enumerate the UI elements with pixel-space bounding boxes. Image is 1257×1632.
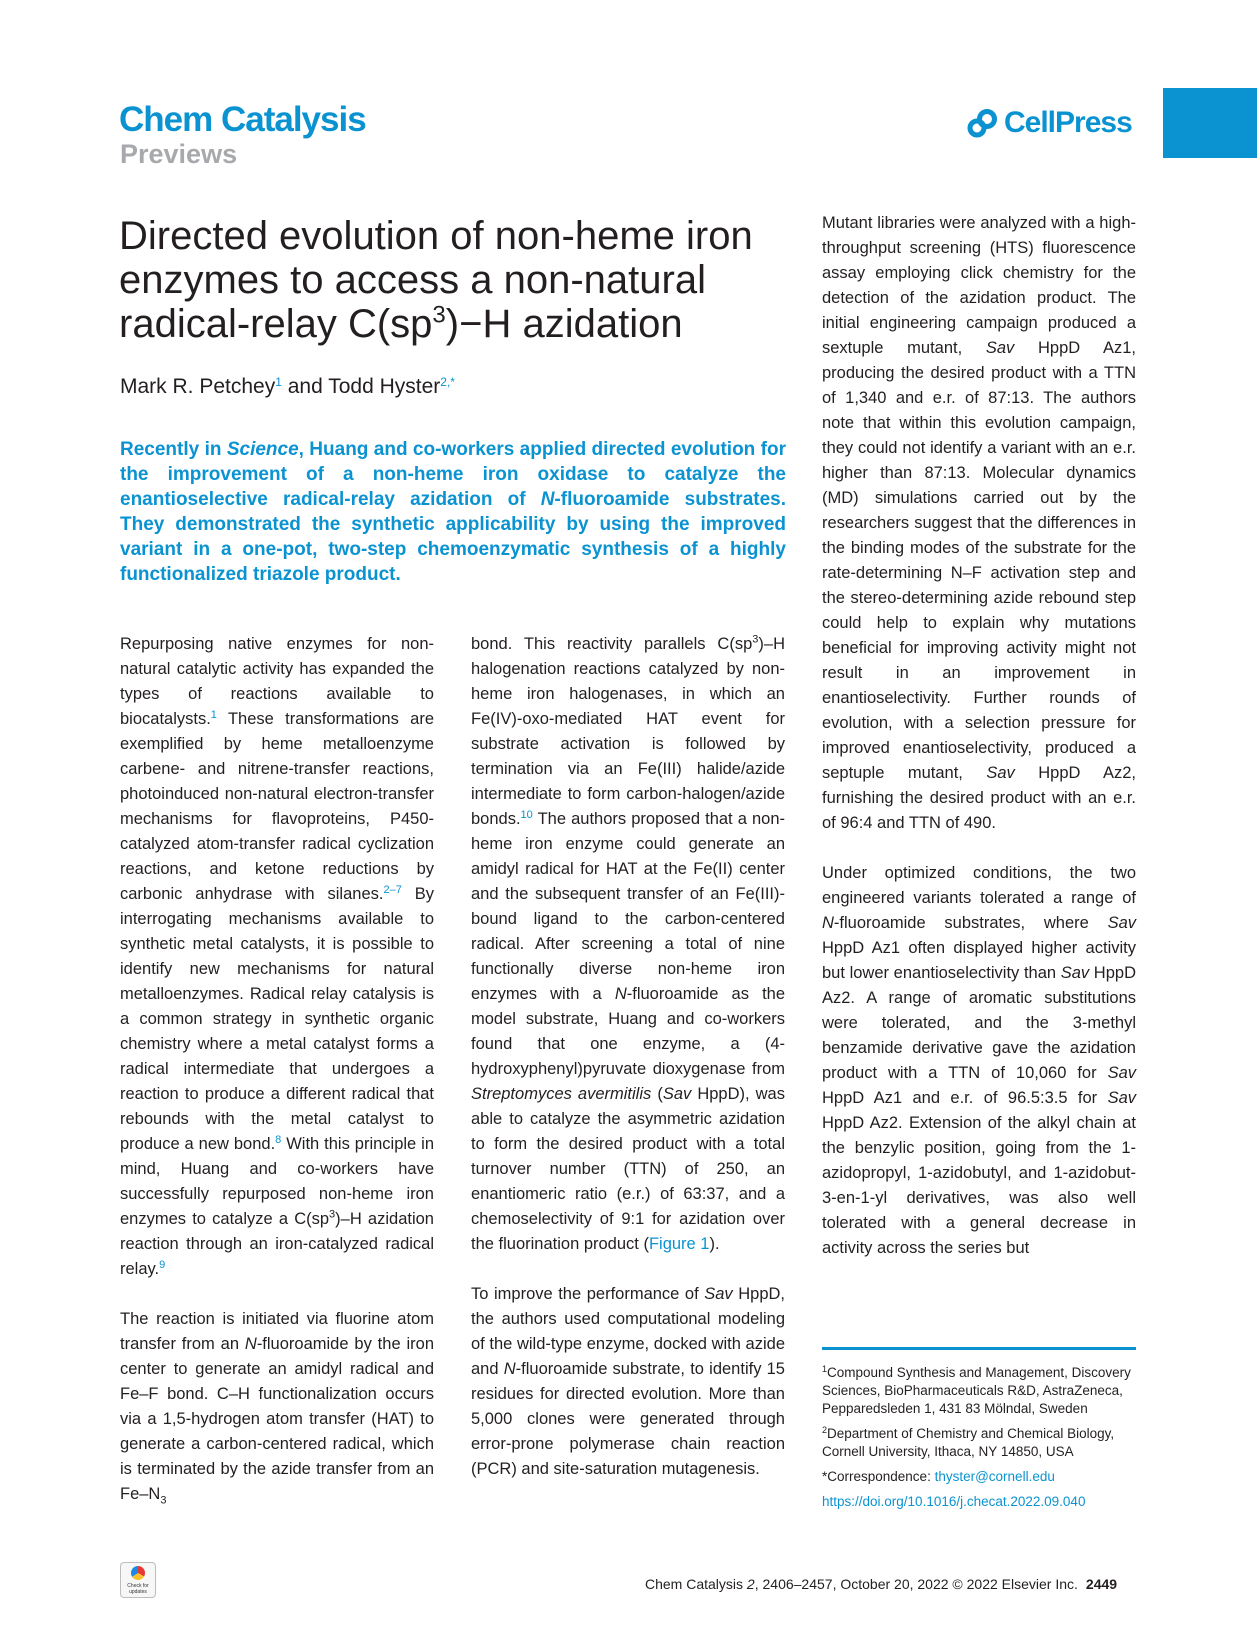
body-column-3 [822, 211, 1136, 1286]
paragraph: The reaction is initiated via fluorine atom transfer from an N-fluoroamide by the iron center to generate an amidyl radical and Fe–F bond. C–H functionalization occurs via a 1,5-hydrogen atom transfer (HAT) to generate a carbon-centered radical, which is terminated by the azide transfer from an $Fe-N_3$ [120, 1310, 434, 1507]
author-name: Todd Hyster [328, 375, 441, 398]
paragraph: To improve the performance of Sav HppD, the authors used computational modeling of the wild-type enzyme, docked with azide and N-fluoroamide substrate, to identify 15 residues for directed evolution. More than 5,000 clones were generated through error-prone polymerase chain reaction (PCR) and site-saturation mutagenesis. [471, 1285, 785, 1478]
paragraph: bond. This reactivity parallels $C(sp^3)-H$ halogenation reactions catalyzed by non-heme iron halogenases, in which an Fe(IV)-oxo-mediated HAT event for substrate activation is followed by termination via an Fe(III) halide/azide intermediate to form carbon-halogen/azide bonds.$^{10}$ The authors proposed that a non-heme iron enzyme could generate an amidyl radical for HAT at the Fe(II) center and the subsequent transfer of an Fe(III)-bound ligand to the carbon-centered radical. After screening a total of nine functionally diverse non-heme iron enzymes with a N-fluoroamide as the model substrate, Huang and co-workers found that one enzyme, a (4-hydroxyphenyl)pyruvate dioxygenase from Streptomyces avermitilis (Sav HppD), was able to catalyze the asymmetric azidation to form the desired product with a total turnover number (TTN) of 250, an enantiomeric ratio (e.r.) of 63:37, and a chemoselectivity of 9:1 for azidation over the fluorination product (Figure 1). [471, 633, 786, 1253]
paragraph: Mutant libraries were analyzed with a high-throughput screening (HTS) fluorescence assay employing click chemistry for the detection of the azidation product. The initial engineering campaign produced a sextuple mutant, Sav HppD Az1, producing the desired product with a TTN of 1,340 and e.r. of 87:13. The authors note that within this evolution campaign, they could not identify a variant with an e.r. higher than 87:13. Molecular dynamics (MD) simulations carried out by the researchers suggest that the differences in the binding modes of the substrate for the rate-determining N–F activation step and the stereo-determining azide rebound step could help to explain why mutations beneficial for improving activity might not result in an improvement in enantioselectivity. Further rounds of evolution, with a selection pressure for improved enantioselectivity, produced a septuple mutant, Sav HppD Az2, furnishing the desired product with an e.r. of 96:4 and TTN of 490. [822, 214, 1136, 832]
section-label: Previews [120, 139, 238, 169]
citation-link[interactable]: 8 [275, 1134, 282, 1146]
author-name: Mark R. Petchey [120, 375, 276, 398]
figure-link[interactable]: Figure 1 [648, 1235, 710, 1253]
affiliations [822, 1364, 1138, 1518]
page-footer: Chem Catalysis 2, 2406–2457, October 20, 2022 © 2022 Elsevier Inc. 2449 [645, 1576, 1118, 1592]
paragraph: Under optimized conditions, the two engineered variants tolerated a range of N-fluoroamide substrates, where Sav HppD Az1 often displayed higher activity but lower enantioselectivity than Sav HppD Az2. A range of aromatic substitutions were tolerated, and the 3-methyl benzamide derivative gave the azidation product with a TTN of 10,060 for Sav HppD Az1 and e.r. of 96.5:3.5 for Sav HppD Az2. Extension of the alkyl chain at the benzylic position, going from the 1-azidopropyl, 1-azidobutyl, and 1-azidobut-3-en-1-yl derivatives, was also well tolerated with a general decrease in activity across the series but [822, 864, 1136, 1257]
article-title: Directed evolution of non-heme iron enzymes to access a non-natural radical-relay $C(sp^3)-H$ azidation [119, 214, 753, 346]
citation-link[interactable]: 10 [520, 809, 533, 821]
doi-link[interactable]: https://doi.org/10.1016/j.checat.2022.09.040 [822, 1494, 1086, 1509]
citation-link[interactable]: 2–7 [383, 884, 402, 896]
email-link[interactable]: thyster@cornell.edu [934, 1469, 1055, 1484]
affiliation-ref[interactable]: 2,* [440, 375, 455, 389]
abstract: Recently in Science, Huang and co-workers applied directed evolution for the improvement of a non-heme iron oxidase to catalyze the enantioselective radical-relay azidation of N-fluoroamide substrates. They demonstrated the synthetic applicability by using the improved variant in a one-pot, two-step chemoenzymatic synthesis of a highly functionalized triazole product. [120, 439, 787, 585]
affiliation-divider [822, 1347, 1136, 1350]
correspondence: *Correspondence: thyster@cornell.edu [822, 1469, 1055, 1484]
publisher-name: CellPress [1004, 106, 1132, 139]
body-column-2 [471, 632, 785, 1507]
check-for-updates-badge[interactable]: Check for updates [120, 1562, 156, 1598]
citation-link[interactable]: 9 [159, 1259, 166, 1271]
crossmark-icon [131, 1566, 145, 1580]
citation-link[interactable]: 1 [210, 709, 217, 721]
corner-color-tab [1163, 88, 1257, 158]
affiliation-2: $^2$Department of Chemistry and Chemical Biology, Cornell University, Ithaca, NY 14850, USA [822, 1425, 1115, 1459]
affiliation-ref[interactable]: 1 [275, 375, 282, 389]
paragraph: Repurposing native enzymes for non-natural catalytic activity has expanded the types of reactions available to biocatalysts.$^1$ These transformations are exemplified by heme metalloenzyme carbene- and nitrene-transfer reactions, photoinduced non-natural electron-transfer mechanisms for flavoproteins, P450-catalyzed atom-transfer radical cyclization reactions, and ketone reductions by carbonic anhydrase with silanes.$^{2-7}$ By interrogating mechanisms available to synthetic metal catalysts, it is possible to identify new mechanisms for natural metalloenzymes. Radical relay catalysis is a common strategy in synthetic organic chemistry where a metal catalyst forms a radical intermediate that undergoes a reaction to produce a different radical that rebounds with the metal catalyst to produce a new bond.$^8$ With this principle in mind, Huang and co-workers have successfully repurposed non-heme iron enzymes to catalyze a $C(sp^3)-H$ azidation reaction through an iron-catalyzed radical relay.$^9$ [120, 635, 434, 1278]
journal-name: Chem Catalysis [119, 100, 366, 139]
publisher-logo[interactable] [966, 106, 1132, 140]
cellpress-icon [966, 108, 1000, 138]
affiliation-1: $^1$Compound Synthesis and Management, Discovery Sciences, BioPharmaceuticals R&D, AstraZeneca, Pepparedsleden 1, 431 83 Mölndal, Sweden [822, 1364, 1131, 1416]
page-number: 2449 [1085, 1576, 1118, 1592]
author-line: Mark R. Petchey$^1$ and Todd Hyster$^{2,*}$ [120, 375, 455, 398]
body-column-1 [120, 632, 434, 1532]
